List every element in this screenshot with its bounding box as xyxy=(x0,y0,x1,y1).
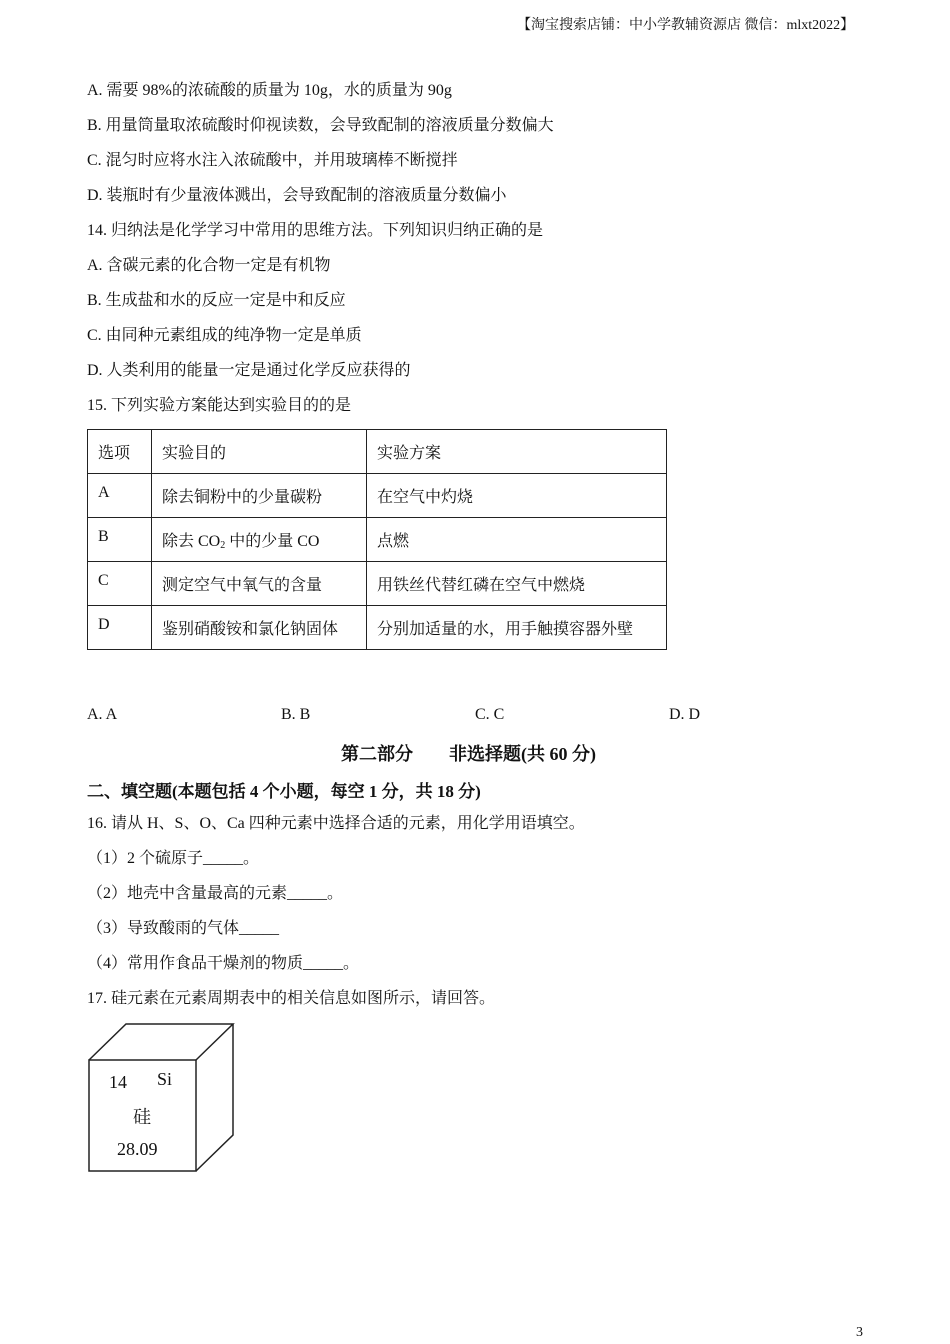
table-cell-purpose: 鉴别硝酸铵和氯化钠固体 xyxy=(152,606,367,650)
q16-item-3: （3）导致酸雨的气体_____ xyxy=(87,920,280,937)
section2-title: 二、填空题(本题包括 4 个小题，每空 1 分，共 18 分) xyxy=(87,782,481,801)
q15-choice-c: C. C xyxy=(475,706,505,723)
table-header-cell: 实验方案 xyxy=(367,430,667,474)
page-number: 3 xyxy=(856,1325,863,1340)
table-cell-purpose: 测定空气中氧气的含量 xyxy=(152,562,367,606)
table-cell-plan: 用铁丝代替红磷在空气中燃烧 xyxy=(367,562,667,606)
table-cell-option: A xyxy=(88,474,152,518)
q15-stem: 15. 下列实验方案能达到实验目的的是 xyxy=(87,397,352,414)
table-cell-plan: 点燃 xyxy=(367,518,667,562)
table-cell-plan: 在空气中灼烧 xyxy=(367,474,667,518)
table-header-row xyxy=(88,430,667,474)
q16-item-2: （2）地壳中含量最高的元素_____。 xyxy=(87,885,344,902)
element-cube-figure xyxy=(86,1022,238,1176)
table-cell-purpose: 除去铜粉中的少量碳粉 xyxy=(152,474,367,518)
part2-title: 第二部分 非选择题(共 60 分) xyxy=(341,744,596,764)
q14-stem: 14. 归纳法是化学学习中常用的思维方法。下列知识归纳正确的是 xyxy=(87,222,544,239)
page-header: 【淘宝搜索店铺：中小学教辅资源店 微信：mlxt2022】 xyxy=(517,18,855,33)
element-symbol: Si xyxy=(157,1069,173,1089)
q15-choice-a: A. A xyxy=(87,706,118,723)
q15-choice-b: B. B xyxy=(281,706,311,723)
table-row xyxy=(88,474,667,518)
q17-stem: 17. 硅元素在元素周期表中的相关信息如图所示，请回答。 xyxy=(87,990,496,1007)
element-atomic-mass: 28.09 xyxy=(117,1139,158,1159)
q14-option-a: A. 含碳元素的化合物一定是有机物 xyxy=(87,257,331,274)
table-row xyxy=(88,518,667,562)
q13-option-b: B. 用量筒量取浓硫酸时仰视读数，会导致配制的溶液质量分数偏大 xyxy=(87,117,554,134)
element-name: 硅 xyxy=(133,1107,151,1127)
q15-choice-d: D. D xyxy=(669,706,701,723)
q14-option-b: B. 生成盐和水的反应一定是中和反应 xyxy=(87,292,346,309)
table-cell-plan: 分别加适量的水，用手触摸容器外壁 xyxy=(367,606,667,650)
q13-option-d: D. 装瓶时有少量液体溅出，会导致配制的溶液质量分数偏小 xyxy=(87,187,507,204)
table-cell-purpose xyxy=(152,518,367,562)
purpose-text: 中的少量 CO xyxy=(225,533,320,550)
table-cell-option: B xyxy=(88,518,152,562)
table-header-cell: 实验目的 xyxy=(152,430,367,474)
subscript: 2 xyxy=(220,540,226,551)
table-row xyxy=(88,606,667,650)
table-cell-option: C xyxy=(88,562,152,606)
q13-option-c: C. 混匀时应将水注入浓硫酸中，并用玻璃棒不断搅拌 xyxy=(87,152,458,169)
table-row xyxy=(88,562,667,606)
q16-stem: 16. 请从 H、S、O、Ca 四种元素中选择合适的元素，用化学用语填空。 xyxy=(87,815,585,832)
element-atomic-number: 14 xyxy=(109,1072,127,1092)
q13-option-a: A. 需要 98%的浓硫酸的质量为 10g，水的质量为 90g xyxy=(87,82,452,99)
q14-option-c: C. 由同种元素组成的纯净物一定是单质 xyxy=(87,327,362,344)
purpose-text: 除去 CO xyxy=(162,533,221,550)
q14-option-d: D. 人类利用的能量一定是通过化学反应获得的 xyxy=(87,362,411,379)
q16-item-1: （1）2 个硫原子_____。 xyxy=(87,850,260,867)
experiment-table xyxy=(87,429,667,650)
q16-item-4: （4）常用作食品干燥剂的物质_____。 xyxy=(87,955,360,972)
table-cell-option: D xyxy=(88,606,152,650)
table-header-cell: 选项 xyxy=(88,430,152,474)
